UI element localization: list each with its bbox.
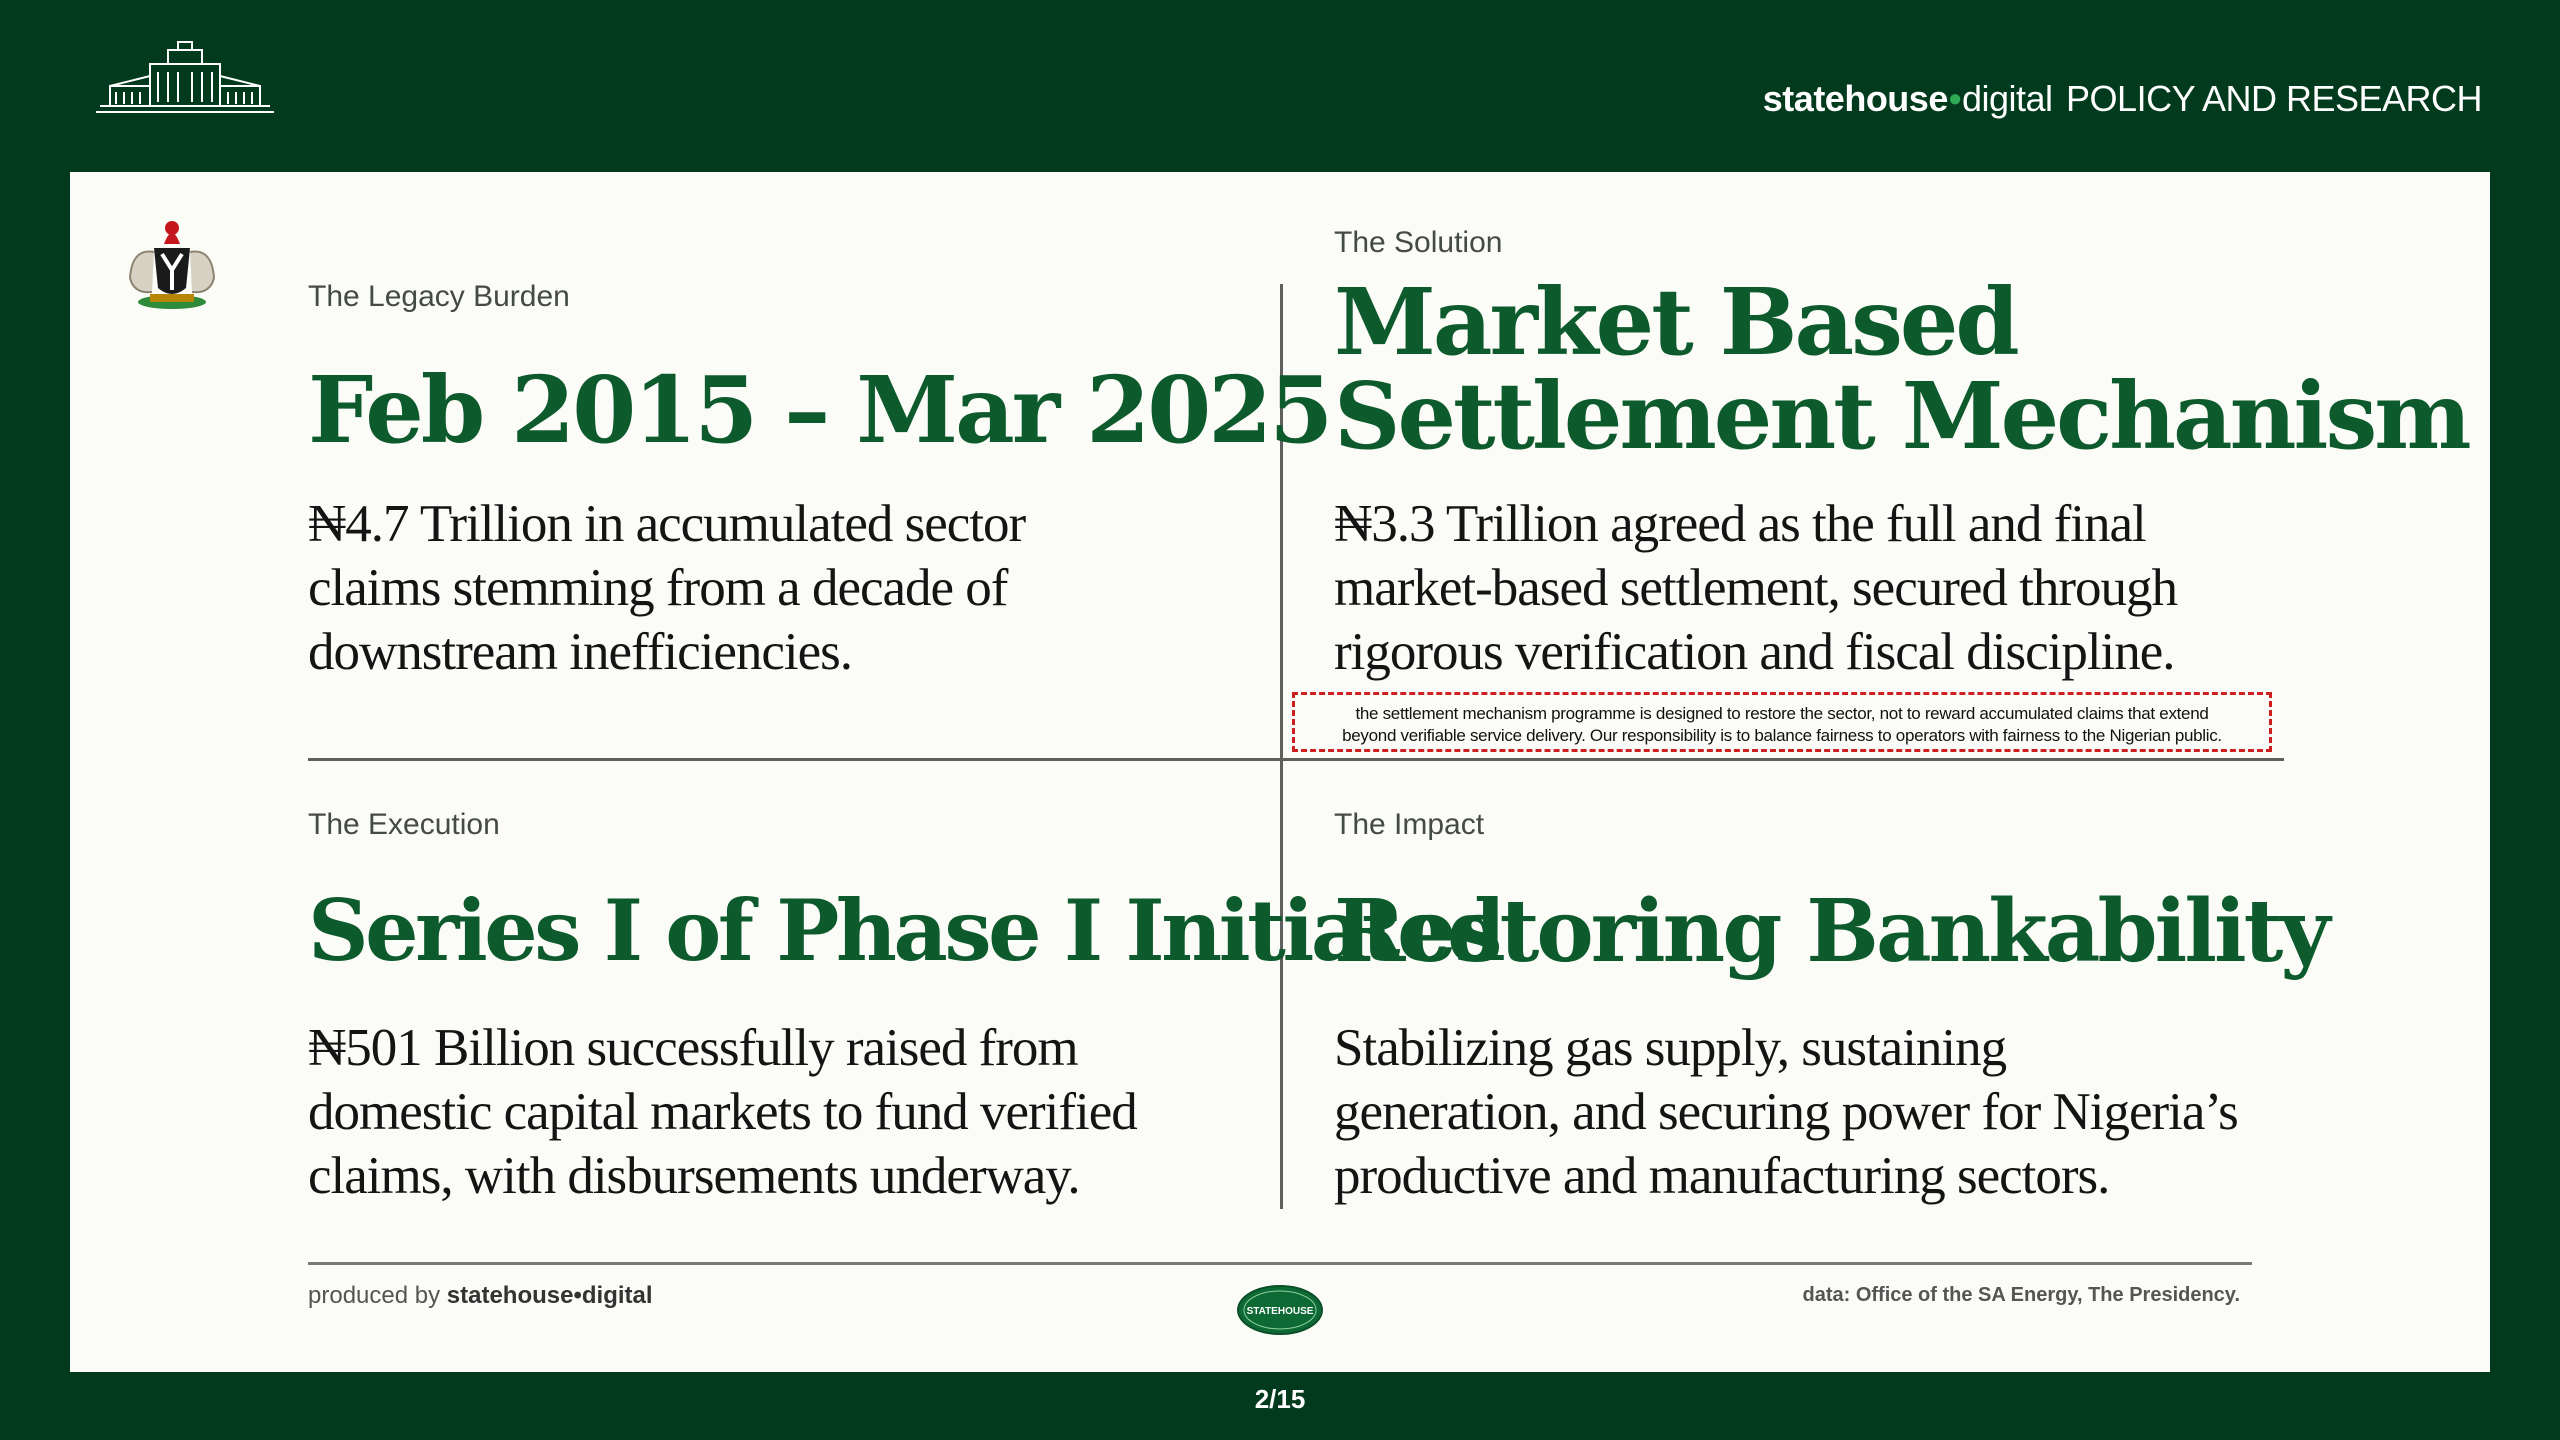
note-line: beyond verifiable service delivery. Our responsibility is to balance fairness to operators with fairness to the Nigerian public. [1342, 726, 2222, 745]
solution-body-line: market-based settlement, secured through [1334, 559, 2178, 617]
execution-body-line: ₦501 Billion successfully raised from [308, 1019, 1078, 1077]
execution-headline: Series I of Phase I Initiated [308, 881, 1503, 980]
impact-body [1334, 1016, 2238, 1208]
execution-body-line: domestic capital markets to fund verified [308, 1083, 1137, 1141]
impact-body-line: productive and manufacturing sectors. [1334, 1147, 2110, 1205]
solution-body-line: rigorous verification and fiscal discipline. [1334, 623, 2175, 681]
section-title: POLICY AND RESEARCH [2066, 78, 2482, 119]
horizontal-divider [308, 758, 2284, 761]
producer-name: statehouse•digital [446, 1282, 653, 1309]
page-indicator: 2/15 [1254, 1384, 1306, 1414]
producer-prefix: produced by [308, 1282, 441, 1309]
solution-headline [1334, 268, 2469, 470]
top-header [0, 0, 2560, 170]
solution-headline-line: Settlement Mechanism [1334, 361, 2469, 470]
execution-label: The Execution [308, 808, 500, 841]
producer-credit [308, 1282, 653, 1310]
statehouse-building-icon [90, 36, 280, 116]
impact-label: The Impact [1334, 808, 1485, 841]
seal-text: STATEHOUSE [1246, 1306, 1314, 1317]
brand-title [1763, 78, 2482, 120]
note-line: the settlement mechanism programme is designed to restore the sector, not to reward accumulated claims that extend [1355, 704, 2209, 723]
solution-headline-line: Market Based [1334, 268, 2017, 376]
impact-body-line: generation, and securing power for Nigeria’s [1334, 1083, 2238, 1141]
solution-body-line: ₦3.3 Trillion agreed as the full and final [1334, 495, 2146, 553]
legacy-label: The Legacy Burden [308, 280, 570, 313]
nigeria-coat-of-arms-icon [114, 208, 230, 312]
impact-headline: Restoring Bankability [1334, 881, 2328, 982]
statehouse-seal-icon [1236, 1284, 1324, 1336]
solution-body [1334, 492, 2177, 684]
legacy-body-line: downstream inefficiencies. [308, 623, 853, 681]
footer-rule [308, 1262, 2252, 1265]
legacy-headline: Feb 2015 – Mar 2025 [308, 356, 1331, 464]
impact-body-line: Stabilizing gas supply, sustaining [1334, 1019, 2007, 1077]
solution-label: The Solution [1334, 226, 1503, 259]
legacy-body [308, 492, 1025, 684]
execution-body-line: claims, with disbursements underway. [308, 1147, 1080, 1205]
legacy-body-line: ₦4.7 Trillion in accumulated sector [308, 495, 1026, 553]
brand-dot-icon: • [1948, 78, 1961, 119]
legacy-body-line: claims stemming from a decade of [308, 559, 1008, 617]
brand-sub: digital [1961, 78, 2053, 119]
settlement-note [1292, 692, 2272, 752]
execution-body [308, 1016, 1137, 1208]
data-source: data: Office of the SA Energy, The Presidency. [1802, 1284, 2240, 1306]
brand-name: statehouse [1762, 78, 1948, 119]
slide-card [70, 172, 2490, 1372]
